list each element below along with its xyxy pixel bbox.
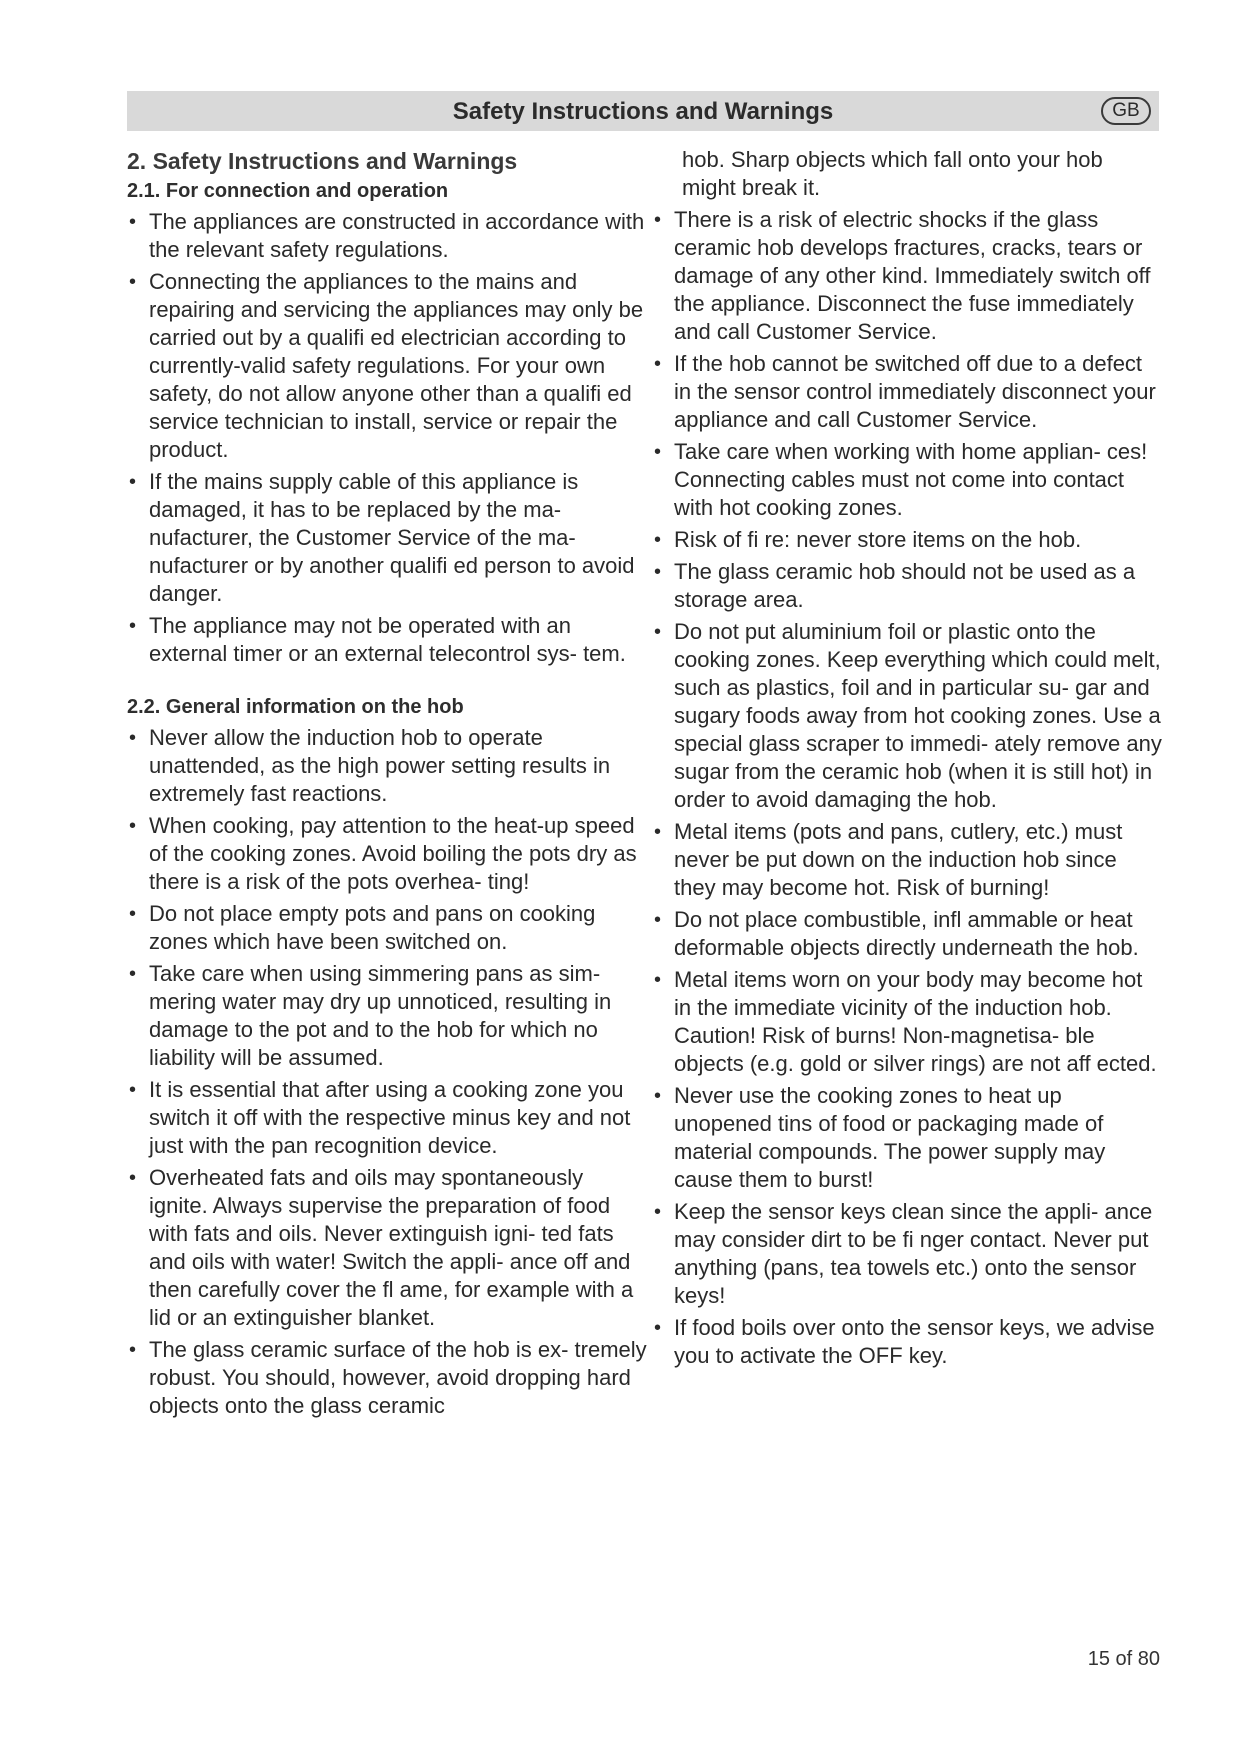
list-item: • Do not place empty pots and pans on cooking zones which have been switched on.: [127, 900, 647, 956]
list-item: • Connecting the appliances to the mains and repairing and servicing the appliances may only be carried out by a qualifi ed electrician according to currently-valid safety regulations. For your own safety, do not allow anyone other than a qualifi ed service technician to install, service or repair the product.: [127, 268, 647, 464]
hob-safety-list: [652, 206, 1162, 1370]
list-item: • When cooking, pay attention to the heat-up speed of the cooking zones. Avoid boiling the pots dry as there is a risk of the pots overhea- ting!: [127, 812, 647, 896]
subsection-title-connection: 2.1. For connection and operation: [127, 180, 449, 202]
list-item: • Metal items (pots and pans, cutlery, etc.) must never be put down on the induction hob since they may become hot. Risk of burning!: [652, 818, 1162, 902]
list-item: • Take care when using simmering pans as sim- mering water may dry up unnoticed, resulting in damage to the pot and to the hob for which no liability will be assumed.: [127, 960, 647, 1072]
list-item: • The appliances are constructed in accordance with the relevant safety regulations.: [127, 208, 647, 264]
list-item: • There is a risk of electric shocks if the glass ceramic hob develops fractures, cracks, tears or damage of any other kind. Immediately switch off the appliance. Disconnect the fuse immediately and call Customer Service.: [652, 206, 1162, 346]
list-item: • The glass ceramic surface of the hob is ex- tremely robust. You should, however, avoid dropping hard objects onto the glass ceramic: [127, 1336, 647, 1420]
list-item: • Keep the sensor keys clean since the appli- ance may consider dirt to be fi nger contact. Never put anything (pans, tea towels etc.) onto the sensor keys!: [652, 1198, 1162, 1310]
language-badge: GB: [1101, 97, 1151, 125]
section-title: 2. Safety Instructions and Warnings: [127, 148, 518, 174]
list-item: • The appliance may not be operated with an external timer or an external telecontrol sys- tem.: [127, 612, 647, 668]
list-item: • Take care when working with home applian- ces! Connecting cables must not come into contact with hot cooking zones.: [652, 438, 1162, 522]
list-item: • Never allow the induction hob to operate unattended, as the high power setting results in extremely fast reactions.: [127, 724, 647, 808]
general-list: [127, 724, 647, 1420]
right-column: [652, 146, 1162, 1374]
list-item: • If the mains supply cable of this appliance is damaged, it has to be replaced by the ma- nufacturer, the Customer Service of the ma- nufacturer or by another qualifi ed person to avoid danger.: [127, 468, 647, 608]
list-item: • If the hob cannot be switched off due to a defect in the sensor control immediately disconnect your appliance and call Customer Service.: [652, 350, 1162, 434]
left-column: [127, 146, 647, 1424]
list-item: • Metal items worn on your body may become hot in the immediate vicinity of the induction hob. Caution! Risk of burns! Non-magnetisa- ble objects (e.g. gold or silver rings) are not aff ected.: [652, 966, 1162, 1078]
list-item: • Risk of fi re: never store items on the hob.: [652, 526, 1162, 554]
list-item: • Do not put aluminium foil or plastic onto the cooking zones. Keep everything which could melt, such as plastics, foil and in particular su- gar and sugary foods away from hot cooking zones. Use a special glass scraper to immedi- ately remove any sugar from the ceramic hob (when it is still hot) in order to avoid damaging the hob.: [652, 618, 1162, 814]
subsection-title-general: 2.2. General information on the hob: [127, 696, 464, 718]
list-item: • The glass ceramic hob should not be used as a storage area.: [652, 558, 1162, 614]
list-item: • Never use the cooking zones to heat up unopened tins of food or packaging made of material compounds. The power supply may cause them to burst!: [652, 1082, 1162, 1194]
page-number: 15 of 80: [1087, 1648, 1160, 1670]
page-header: [127, 91, 1159, 131]
connection-list: [127, 208, 647, 668]
list-item: • It is essential that after using a cooking zone you switch it off with the respective minus key and not just with the pan recognition device.: [127, 1076, 647, 1160]
list-item: • Overheated fats and oils may spontaneously ignite. Always supervise the preparation of food with fats and oils. Never extinguish igni- ted fats and oils with water! Switch the appli- ance off and then carefully cover the fl ame, for example with a lid or an extinguisher blanket.: [127, 1164, 647, 1332]
list-item: • If food boils over onto the sensor keys, we advise you to activate the OFF key.: [652, 1314, 1162, 1370]
header-title: Safety Instructions and Warnings: [452, 98, 834, 125]
list-item: • Do not place combustible, infl ammable or heat deformable objects directly underneath the hob.: [652, 906, 1162, 962]
continuation-text: hob. Sharp objects which fall onto your hob might break it.: [682, 147, 1103, 200]
